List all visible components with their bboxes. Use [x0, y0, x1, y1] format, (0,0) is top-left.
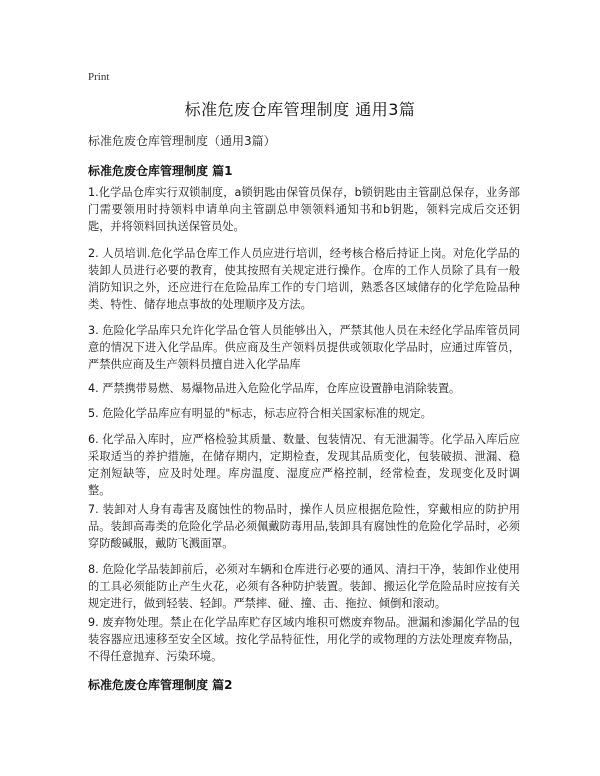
page-title: 标准危废仓库管理制度 通用3篇: [184, 100, 416, 119]
paragraph-5: 5. 危险化学品库应有明显的"标志，标志应符合相关国家标准的规定。: [88, 407, 432, 420]
paragraph-7: 7. 装卸对人身有毒害及腐蚀性的物品时，操作人员应根据危险性，穿戴相应的防护用品。装卸高毒类的危险化学品必须佩戴防毒用品,装卸具有腐蚀性的危险化学品时，必须穿防酸碱服，戴防飞溅面罩。: [88, 503, 520, 550]
paragraph-2: 2. 人员培训.危化学品仓库工作人员应进行培训，经考核合格后持证上岗。对危化学品的装卸人员进行必要的教育，使其按照有关规定进行操作。仓库的工作人员除了具有一般消防知识之外，还应进行在危险品库工作的专门培训，熟悉各区域储存的化学危险品种类、特性、储存地点事故的处理顺序及方法。: [88, 247, 520, 311]
section-heading-1: 标准危废仓库管理制度 篇1: [88, 164, 233, 178]
print-label: Print: [88, 71, 110, 83]
section-heading-2: 标准危废仓库管理制度 篇2: [88, 678, 233, 692]
paragraph-4: 4. 严禁携带易燃、易爆物品进入危险化学品库，仓库应设置静电消除装置。: [88, 382, 461, 395]
paragraph-1: 1.化学品仓库实行双锁制度，a锁钥匙由保管员保存，b锁钥匙由主管副总保存，业务部门需要领用时持领料申请单向主管副总申领领料通知书和b钥匙，领料完成后交还钥匙，并将领料回执送保管员处。: [88, 186, 520, 233]
paragraph-6: 6. 化学品入库时，应严格检验其质量、数量、包装情况、有无泄漏等。化学品入库后应采取适当的养护措施，在储存期内，定期检查，发现其品质变化，包装破损、泄漏、稳定剂短缺等，应及时处理。库房温度、湿度应严格控制，经常检查，发现变化及时调整。: [88, 433, 520, 497]
paragraph-3: 3. 危险化学品库只允许化学品仓管人员能够出入，严禁其他人员在未经化学品库管员同意的情况下进入化学品库。供应商及生产领料员提供或领取化学品时，应通过库管员，严禁供应商及生产领料员擅自进入化学品库: [88, 324, 520, 371]
paragraph-9: 9. 废弃物处理。禁止在化学品库贮存区域内堆积可燃废弃物品。泄漏和渗漏化学品的包装容器应迅速移至安全区域。按化学品特征性，用化学的或物理的方法处理废弃物品，不得任意抛弃、污染环境。: [88, 616, 520, 663]
paragraph-8: 8. 危险化学品装卸前后，必须对车辆和仓库进行必要的通风、清扫干净，装卸作业使用的工具必须能防止产生火花，必须有各种防护装置。装卸、搬运化学危险品时应按有关规定进行，做到轻装、轻卸。严禁摔、碰、撞、击、拖拉、倾倒和滚动。: [88, 563, 520, 610]
document-subtitle: 标准危废仓库管理制度（通用3篇）: [88, 134, 276, 148]
